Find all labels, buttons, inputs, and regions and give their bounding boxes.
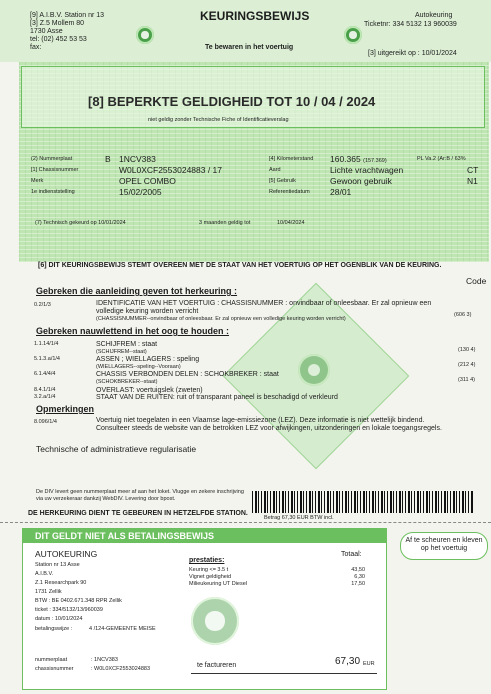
receipt-line	[189, 574, 365, 581]
defect-text	[96, 300, 436, 323]
right-title: Autokeuring	[415, 12, 453, 19]
section-heading: Opmerkingen	[36, 404, 95, 414]
ref-date-value: 28/01	[330, 187, 352, 197]
address-line: tel: (02) 452 53 53	[30, 36, 87, 43]
barcode-caption: Betrag 67,30 EUR BTW incl.	[264, 515, 334, 521]
receipt-logo-icon	[191, 597, 239, 645]
plate-value: 1NCV383	[119, 154, 156, 164]
months-date: 10/04/2024	[277, 220, 305, 226]
defect-sub: (SCHOKBREKER--staat)	[96, 379, 158, 385]
address-line: datum : 10/01/2024	[35, 616, 83, 622]
line-label: Vignet geldigheid	[189, 574, 232, 580]
type-value: Lichte vrachtwagen	[330, 165, 404, 175]
defect-code: 6.1.4/4/4	[34, 371, 56, 377]
tear-note: Af te scheuren en kleven op het voertuig	[405, 537, 483, 552]
remark-code: 8.096/1/4	[34, 419, 57, 425]
defect-ref: (311 4)	[458, 377, 476, 383]
address-line: A.I.B.V.	[35, 571, 54, 577]
header	[0, 0, 491, 62]
defect-sub: (WIELLAGERS--speling--Vooraan)	[96, 364, 181, 370]
defect-description: STAAT VAN DE RUITEN: ruit of transparant paneel is beschadigd of verkleurd	[96, 394, 338, 401]
receipt-line	[189, 567, 365, 574]
tech-line: (7) Technisch gekeurd op 10/01/2024	[35, 220, 126, 226]
prestaties-label: prestaties:	[189, 557, 225, 564]
receipt-currency: EUR	[363, 661, 375, 667]
watermark-logo-icon	[298, 354, 330, 386]
label: [1] Chassisnummer	[31, 167, 79, 173]
defect-description: OVERLAST: voertuigslek (zweten)	[96, 387, 203, 394]
line-amount: 17,50	[351, 581, 365, 587]
defect-ref: (130 4)	[458, 347, 476, 353]
defect-code: 5.1.3.a/1/4	[34, 356, 60, 362]
ticket-number: Ticketnr: 334 5132 13 960039	[364, 21, 457, 28]
line-label: Milieukeuring UT Diesel	[189, 581, 247, 587]
make-value: OPEL COMBO	[119, 176, 176, 186]
km-value: 160.365	[330, 154, 361, 164]
validity-note: niet geldig zonder Technische Fiche of Identificatieverslag	[148, 117, 289, 123]
receipt-company: AUTOKEURING	[35, 549, 98, 559]
label: Aard	[269, 167, 281, 173]
km-prev: (157.369)	[363, 158, 387, 164]
defect-description: ASSEN ; WIELLAGERS : speling	[96, 356, 200, 363]
label: Referentiedatum	[269, 189, 310, 195]
issued-date: [3] uitgereikt op : 10/01/2024	[368, 50, 457, 57]
statement: [6] DIT KEURINGSBEWIJS STEMT OVEREEN MET DE STAAT VAN HET VOERTUIG OP HET OGENBLIK VAN DE KEURING.	[38, 262, 442, 269]
address-line: Z.1 Researchpark 90	[35, 580, 87, 586]
defect-sub: (SCHIJFREM--staat)	[96, 349, 147, 355]
address-line: fax:	[30, 44, 42, 51]
defect-code: 1.1.14/1/4	[34, 341, 59, 347]
factureren-label: te factureren	[197, 662, 237, 669]
code-label: Code	[466, 276, 487, 286]
defect-description: SCHIJFREM : staat	[96, 341, 158, 348]
use-code: N1	[467, 176, 478, 186]
label: (2) Nummerplaat	[31, 156, 73, 162]
logo-icon	[344, 26, 362, 44]
defect-description: IDENTIFICATIE VAN HET VOERTUIG : CHASSISNUMMER : onvindbaar of onleesbaar. Er zal opnieuw een volledige keuring worden verricht	[96, 300, 432, 315]
type-code: CT	[467, 165, 479, 175]
receipt-total: 67,30	[335, 656, 361, 667]
receipt-line	[189, 581, 365, 588]
vehicle-values-right	[330, 154, 403, 198]
address-line: [3] Z.5 Mollem 80	[30, 20, 85, 27]
receipt-chassis: : W0L0XCF2553024883	[91, 666, 151, 672]
label: [4] Kilometerstand	[269, 156, 314, 162]
pl-value: PL Va.2 (Ar:B / 63%	[417, 156, 466, 162]
vehicle-labels-right	[269, 156, 313, 200]
section-heading: Gebreken die aanleiding geven tot herkeuring :	[36, 286, 238, 296]
document-subtitle: Te bewaren in het voertuig	[205, 44, 294, 51]
address-line: [9] A.I.B.V. Station nr 13	[30, 12, 105, 19]
tear-note-box	[400, 532, 488, 560]
defect-ref: (212 4)	[458, 362, 476, 368]
logo-icon	[136, 26, 154, 44]
barcode	[252, 491, 474, 513]
payment-method-label: betalingswijze :	[35, 626, 73, 632]
label: 1e indienststelling	[31, 189, 75, 195]
receipt-chassis-label: chassisnummer	[35, 666, 74, 672]
receipt-address	[35, 562, 122, 625]
km-row	[330, 154, 403, 165]
use-value: Gewoon gebruik	[330, 176, 392, 186]
address-line: Station nr 13 Asse	[35, 562, 80, 568]
defect-code: 8.4.1/1/4	[34, 387, 56, 393]
vehicle-labels-left	[31, 156, 78, 200]
receipt	[22, 528, 387, 690]
remark-text: Voertuig niet toegelaten in een Vlaamse lage-emissiezone (LEZ). Deze informatie is niet wettelijk bindend. Consulteer steeds de website van de betrokken LEZ voor afwijkingen, uitzonderingen en lokale toegangsregels.	[96, 417, 442, 432]
section-heading: Gebreken nauwlettend in het oog te houden :	[36, 326, 230, 336]
receipt-total-rule	[191, 673, 377, 674]
validity-panel	[19, 62, 489, 262]
totaal-label: Totaal:	[341, 551, 362, 558]
receipt-header: DIT GELDT NIET ALS BETALINGSBEWIJS	[23, 529, 386, 543]
receipt-plate: : 1NCV383	[91, 657, 118, 663]
first-registration-value: 15/02/2005	[119, 187, 162, 197]
months-line: 3 maanden geldig tot	[199, 220, 251, 226]
defect-ref: (606 3)	[454, 312, 472, 318]
address-line: 1731 Zellik	[35, 589, 62, 595]
label: Merk	[31, 178, 44, 184]
vehicle-values-left	[119, 154, 222, 198]
tear-line	[0, 522, 491, 523]
plate-prefix: B	[105, 154, 111, 164]
label: [5] Gebruik	[269, 178, 296, 184]
remark-footer: Technische of administratieve regularisatie	[36, 444, 197, 454]
line-amount: 6,30	[354, 574, 365, 580]
address-line: BTW : BE 0402.671.348 RPR Zellik	[35, 598, 122, 604]
line-amount: 43,50	[351, 567, 365, 573]
herkeuring-note: DE HERKEURING DIENT TE GEBEUREN IN HETZELFDE STATION.	[28, 510, 248, 517]
address-line: ticket : 334/5132/13/960039	[35, 607, 103, 613]
payment-method: 4 /124-GEMEENTE MEISE	[89, 626, 156, 632]
chassis-value: W0L0XCF2553024883 / 17	[119, 165, 223, 175]
defect-sub: (CHASSISNUMMER--onvindbaar of onleesbaar. Er zal opnieuw een volledige keuring worden verricht)	[96, 316, 346, 322]
validity-box	[21, 66, 485, 128]
document-title: KEURINGSBEWIJS	[200, 9, 310, 23]
receipt-plate-label: nummerplaat	[35, 657, 68, 663]
defect-code: 0.2/1/3	[34, 302, 51, 308]
div-note: De DIV levert geen nummerplaat meer af aan het loket. Vlugge en zekere inschrijving via uw verzekeraar dankzij WebDIV. Levering door bpost.	[36, 489, 244, 502]
address-line: 1730 Asse	[30, 28, 63, 35]
validity-title: [8] BEPERKTE GELDIGHEID TOT 10 / 04 / 2024	[88, 94, 376, 109]
defect-code: 3.2.a/1/4	[34, 394, 56, 400]
line-label: Keuring <= 3.5 t	[189, 567, 229, 573]
defect-description: CHASSIS VERBONDEN DELEN : SCHOKBREKER : staat	[96, 371, 279, 378]
